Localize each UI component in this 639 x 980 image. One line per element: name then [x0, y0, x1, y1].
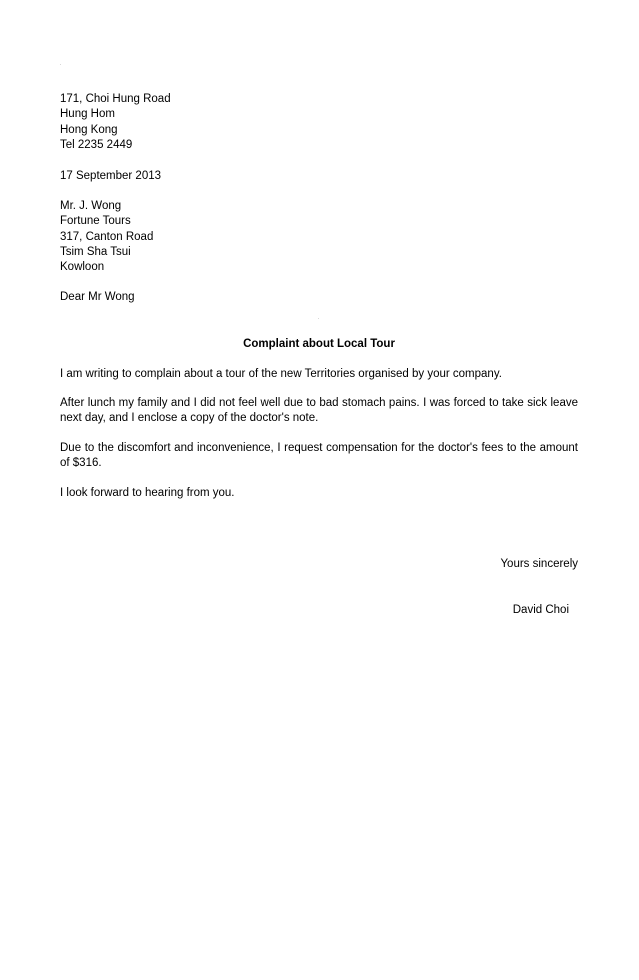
- body-paragraph: I am writing to complain about a tour of the new Territories organised by your company.: [60, 368, 502, 380]
- complimentary-close: Yours sincerely: [500, 558, 578, 570]
- sender-address: [60, 92, 171, 153]
- stray-mark: [318, 318, 319, 319]
- body-paragraph: Due to the discomfort and inconvenience, I request compensation for the doctor's fees to the amount of $316.: [60, 442, 578, 470]
- salutation-text: Dear Mr Wong: [60, 291, 135, 303]
- signature-name: David Choi: [512, 604, 569, 616]
- recipient-company: Fortune Tours: [60, 215, 131, 228]
- recipient-address-line: Tsim Sha Tsui: [60, 245, 131, 258]
- recipient-address: [60, 199, 153, 275]
- stray-mark: [60, 64, 61, 65]
- body-paragraph: After lunch my family and I did not feel well due to bad stomach pains. I was forced to take sick leave next day, and I enclose a copy of the doctor's note.: [60, 397, 578, 425]
- sender-address-line: Hung Hom: [60, 108, 115, 121]
- letter-date: [60, 169, 161, 184]
- date-text: 17 September 2013: [60, 170, 162, 182]
- recipient-name: Mr. J. Wong: [60, 200, 122, 212]
- sender-address-line: Hong Kong: [60, 123, 118, 136]
- recipient-address-line: 317, Canton Road: [60, 230, 154, 243]
- sender-address-line: 171, Choi Hung Road: [60, 93, 171, 105]
- recipient-address-line: Kowloon: [60, 261, 105, 274]
- subject-heading: Complaint about Local Tour: [243, 338, 395, 350]
- body-paragraph: I look forward to hearing from you.: [60, 487, 235, 499]
- salutation: [60, 290, 135, 305]
- sender-phone: Tel 2235 2449: [60, 138, 133, 151]
